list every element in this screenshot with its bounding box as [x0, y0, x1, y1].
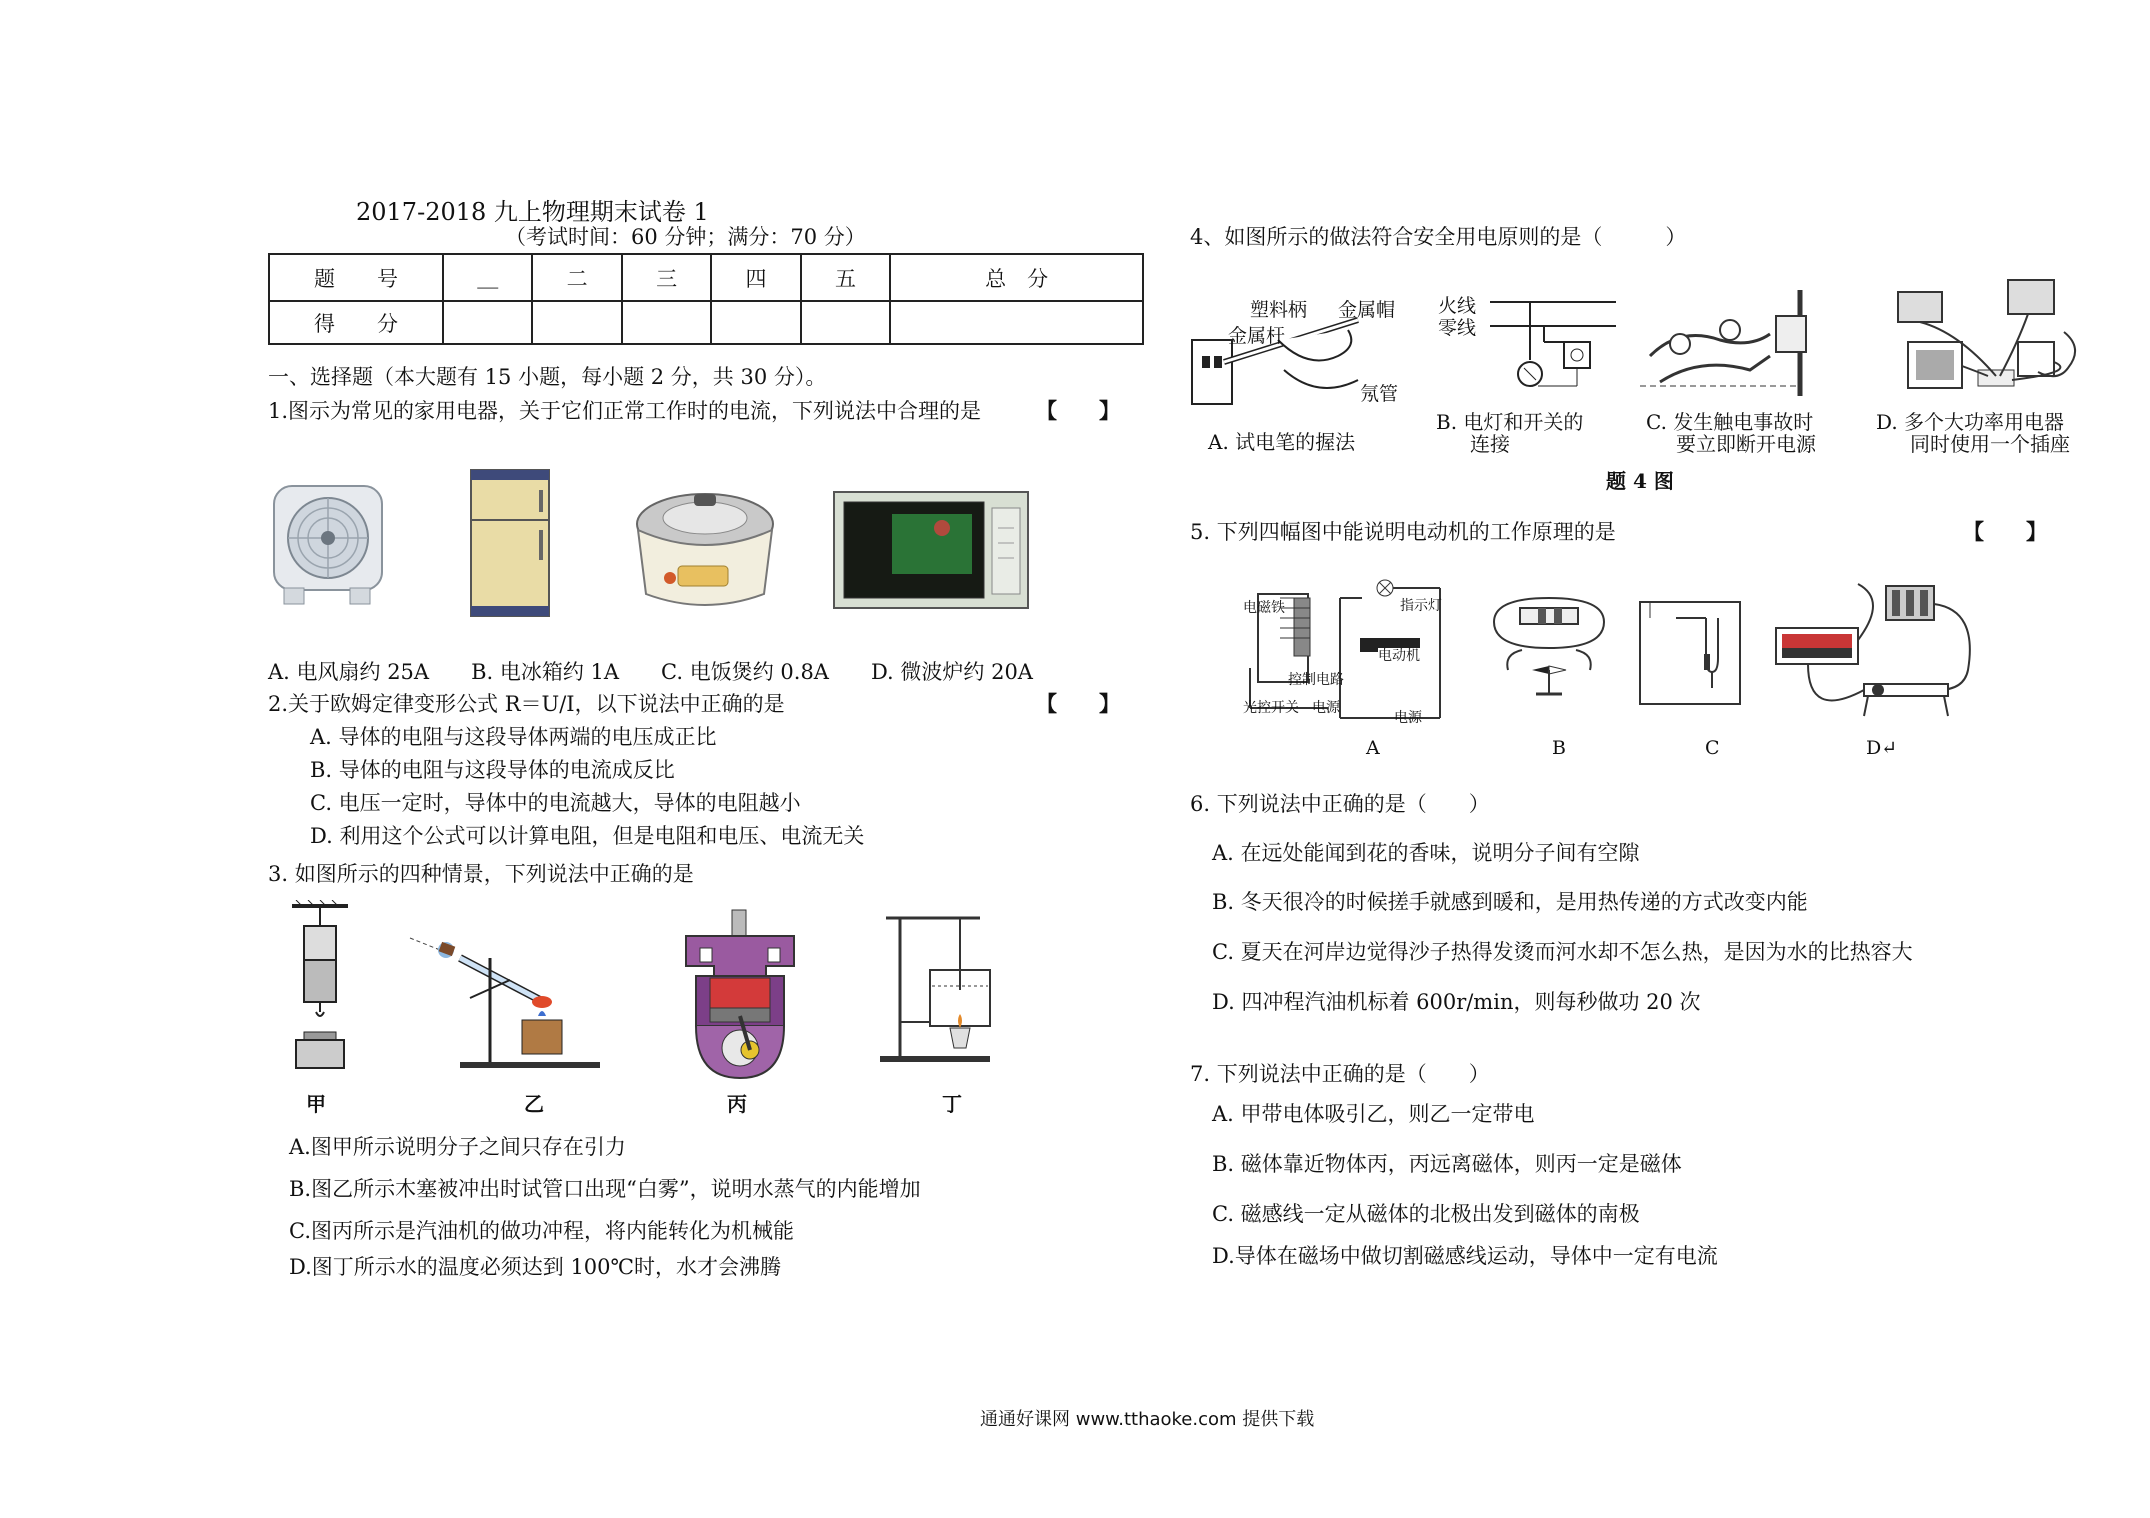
- question-3-option-b: B.图乙所示木塞被冲出时试管口出现“白雾”，说明水蒸气的内能增加: [289, 1177, 921, 1201]
- question-4-stem: 4、如图所示的做法符合安全用电原则的是（ ）: [1190, 225, 1687, 249]
- figure-caption-yi: 乙: [524, 1092, 544, 1116]
- refrigerator-image: [465, 466, 555, 621]
- figure-4d-caption-line1: D. 多个大功率用电器: [1876, 410, 2065, 434]
- figure-caption-bing: 丙: [727, 1092, 747, 1116]
- section-heading: 一、选择题（本大题有 15 小题，每小题 2 分，共 30 分）。: [268, 365, 827, 389]
- figure-5a-label-power-2: 电源: [1394, 710, 1422, 726]
- score-table: [268, 253, 1144, 345]
- figure-yi-test-tube: [400, 928, 600, 1073]
- figure-5a-label-control-circuit: 控制电路: [1288, 672, 1344, 688]
- question-7-stem: 7. 下列说法中正确的是（ ）: [1190, 1062, 1490, 1086]
- figure-caption-jia: 甲: [306, 1092, 326, 1116]
- figure-ding-boiling-water: [880, 910, 1000, 1070]
- figure-4-caption: 题 4 图: [1606, 469, 1674, 493]
- question-7-option-c: C. 磁感线一定从磁体的北极出发到磁体的南极: [1212, 1202, 1640, 1226]
- question-2-bracket: 【 】: [1036, 691, 1120, 716]
- question-5-stem: 5. 下列四幅图中能说明电动机的工作原理的是: [1190, 520, 1616, 544]
- exam-subtitle: （考试时间：60 分钟；满分：70 分）: [505, 225, 866, 249]
- figure-5a-label-indicator: 指示灯: [1400, 598, 1442, 614]
- question-3-option-d: D.图丁所示水的温度必须达到 100℃时，水才会沸腾: [289, 1255, 782, 1279]
- question-1-stem: 1.图示为常见的家用电器，关于它们正常工作时的电流，下列说法中合理的是: [268, 399, 982, 423]
- question-2-option-a: A. 导体的电阻与这段导体两端的电压成正比: [310, 725, 717, 749]
- figure-4c-electric-shock: [1640, 286, 1820, 404]
- score-header-cell: 三: [622, 254, 711, 301]
- question-6-option-c: C. 夏天在河岸边觉得沙子热得发烫而河水却不怎么热，是因为水的比热容大: [1212, 940, 1913, 964]
- label-metal-cap: 金属帽: [1338, 299, 1396, 321]
- electric-fan-image: [270, 480, 385, 610]
- score-header-cell: 二: [532, 254, 621, 301]
- score-cell[interactable]: [443, 301, 532, 344]
- score-cell[interactable]: [801, 301, 890, 344]
- question-2-stem: 2.关于欧姆定律变形公式 R＝U/I，以下说法中正确的是: [268, 692, 785, 716]
- figure-5b-compass-coil: [1486, 594, 1612, 704]
- figure-5d-caption: D↵: [1866, 737, 1898, 759]
- label-plastic-handle: 塑料柄: [1250, 299, 1308, 321]
- figure-5a-label-motor: 电动机: [1378, 648, 1420, 664]
- label-neon-tube: 氖管: [1360, 383, 1399, 405]
- score-header-cell: 四: [711, 254, 800, 301]
- label-live-wire: 火线: [1438, 295, 1477, 317]
- figure-5a-label-light-switch: 光控开关: [1243, 700, 1299, 716]
- question-2-option-c: C. 电压一定时，导体中的电流越大，导体的电阻越小: [310, 791, 801, 815]
- figure-caption-ding: 丁: [942, 1092, 962, 1116]
- score-table-score-row: [269, 301, 1143, 344]
- question-3-option-a: A.图甲所示说明分子之间只存在引力: [289, 1135, 626, 1159]
- figure-5a-caption: A: [1366, 737, 1380, 759]
- microwave-oven-image: [832, 488, 1032, 613]
- question-6-option-b: B. 冬天很冷的时候搓手就感到暖和，是用热传递的方式改变内能: [1212, 890, 1808, 914]
- score-header-cell: ＿: [443, 254, 532, 301]
- question-3-option-c: C.图丙所示是汽油机的做功冲程，将内能转化为机械能: [289, 1219, 794, 1243]
- question-6-option-d: D. 四冲程汽油机标着 600r/min，则每秒做功 20 次: [1212, 990, 1701, 1014]
- score-header-cell: 总 分: [890, 254, 1143, 301]
- score-cell[interactable]: [532, 301, 621, 344]
- figure-5b-caption: B: [1552, 737, 1566, 759]
- question-1-bracket: 【 】: [1036, 398, 1120, 423]
- score-header-cell: 题 号: [269, 254, 443, 301]
- question-7-option-b: B. 磁体靠近物体丙，丙远离磁体，则丙一定是磁体: [1212, 1152, 1682, 1176]
- footer-source: 通通好课网 www.tthaoke.com 提供下载: [980, 1409, 1315, 1430]
- figure-bing-engine: [680, 908, 800, 1083]
- score-table-header-row: [269, 254, 1143, 301]
- figure-4d-caption-line2: 同时使用一个插座: [1910, 432, 2070, 456]
- question-3-stem: 3. 如图所示的四种情景，下列说法中正确的是: [268, 862, 694, 886]
- figure-4c-caption-line1: C. 发生触电事故时: [1646, 410, 1814, 434]
- score-row-label: 得 分: [269, 301, 443, 344]
- question-6-stem: 6. 下列说法中正确的是（ ）: [1190, 792, 1490, 816]
- figure-5a-label-electromagnet: 电磁铁: [1243, 600, 1285, 616]
- question-2-option-d: D. 利用这个公式可以计算电阻，但是电阻和电压、电流无关: [310, 824, 865, 848]
- question-5-bracket: 【 】: [1963, 519, 2047, 544]
- figure-4c-caption-line2: 要立即断开电源: [1676, 432, 1816, 456]
- question-7-option-a: A. 甲带电体吸引乙，则乙一定带电: [1212, 1102, 1535, 1126]
- label-neutral-wire: 零线: [1438, 317, 1477, 339]
- score-cell[interactable]: [890, 301, 1143, 344]
- figure-4b-caption-line1: B. 电灯和开关的: [1436, 410, 1584, 434]
- score-cell[interactable]: [711, 301, 800, 344]
- figure-jia-lead-cylinders: [290, 900, 350, 1085]
- label-metal-rod: 金属杆: [1228, 325, 1286, 347]
- figure-4d-overloaded-socket: [1888, 272, 2088, 402]
- score-cell[interactable]: [622, 301, 711, 344]
- figure-5d-generator: [1768, 580, 1988, 730]
- question-2-option-b: B. 导体的电阻与这段导体的电流成反比: [310, 758, 675, 782]
- exam-title: 2017-2018 九上物理期末试卷 1: [356, 198, 709, 226]
- figure-5c-caption: C: [1705, 737, 1720, 759]
- question-1-options: A. 电风扇约 25A B. 电冰箱约 1A C. 电饭煲约 0.8A D. 微波炉约 20A: [268, 660, 1033, 684]
- question-7-option-d: D.导体在磁场中做切割磁感线运动，导体中一定有电流: [1212, 1244, 1718, 1268]
- figure-5c-magnet-circuit: [1636, 598, 1746, 708]
- figure-4b-caption-line2: 连接: [1470, 432, 1510, 456]
- figure-4a-caption: A. 试电笔的握法: [1208, 430, 1356, 454]
- figure-5a-label-power-1: 电源: [1312, 700, 1340, 716]
- score-header-cell: 五: [801, 254, 890, 301]
- rice-cooker-image: [630, 482, 780, 622]
- question-6-option-a: A. 在远处能闻到花的香味，说明分子间有空隙: [1212, 841, 1640, 865]
